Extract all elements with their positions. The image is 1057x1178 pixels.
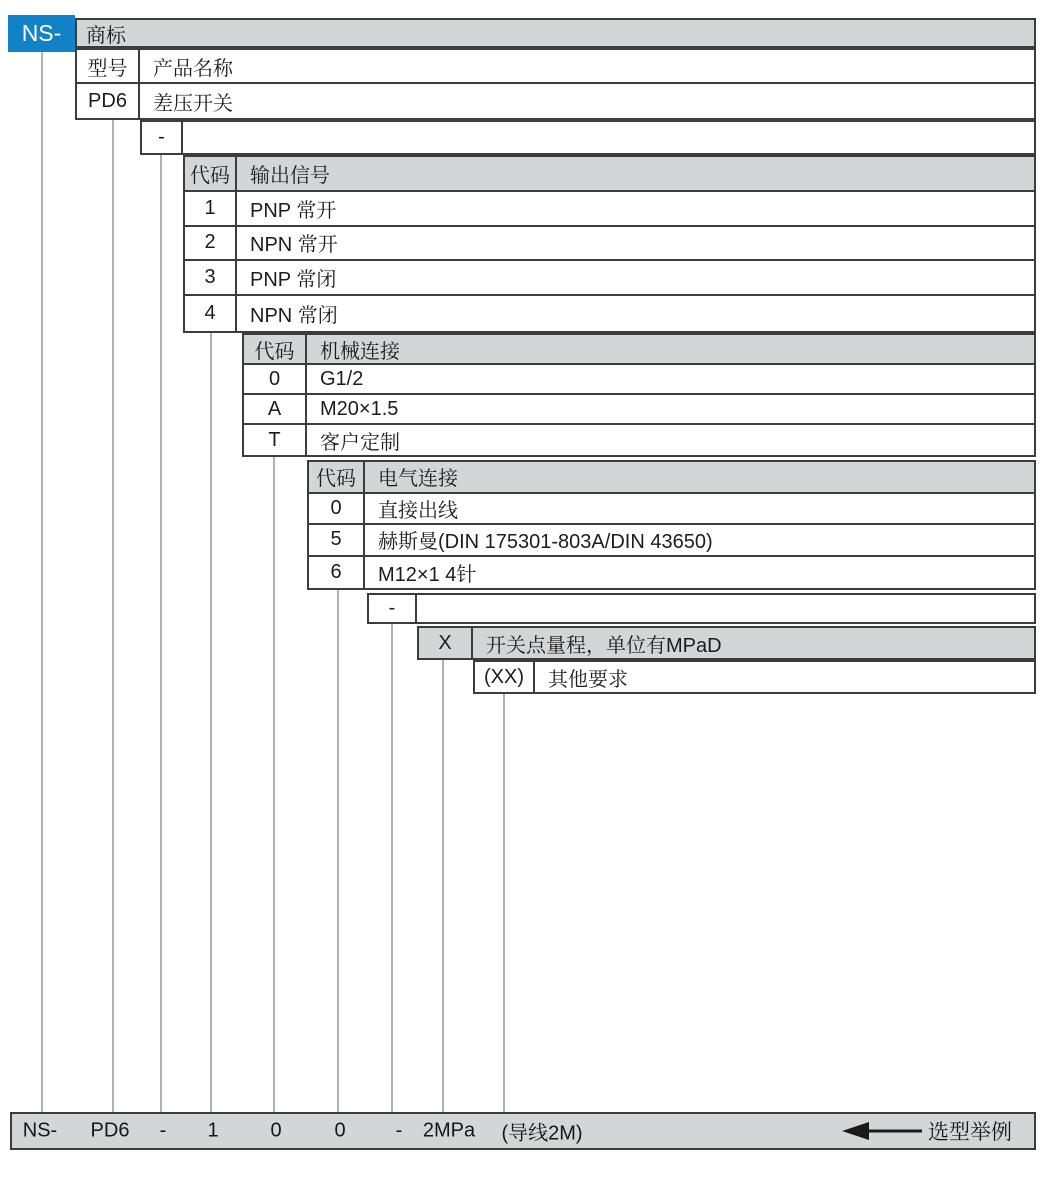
example-segment: 1: [207, 1119, 219, 1142]
desc-cell: NPN 常开: [250, 234, 338, 257]
example-bar: [10, 1112, 1036, 1150]
connector-range: [442, 660, 444, 1112]
table-row: [309, 557, 1034, 589]
code-cell: 6: [309, 557, 365, 589]
desc-cell: PNP 常开: [250, 199, 337, 222]
brand-code-box: NS-: [8, 15, 75, 52]
output-signal-title: 输出信号: [250, 164, 330, 187]
output-signal-table: [183, 155, 1036, 333]
desc-cell: NPN 常闭: [250, 305, 338, 328]
product-name: 差压开关: [153, 92, 233, 115]
electrical-title: 电气连接: [378, 468, 458, 491]
table-row: [309, 525, 1034, 557]
table-row: [244, 365, 1034, 395]
example-label: 选型举例: [928, 1121, 1012, 1144]
desc-cell: 客户定制: [320, 431, 400, 454]
separator-2-spacer: [417, 595, 1034, 622]
desc-cell: M12×1 4针: [378, 563, 477, 586]
example-segment: -: [395, 1119, 403, 1142]
table-row: [244, 425, 1034, 455]
code-cell: 2: [185, 227, 237, 260]
separator-2: -: [369, 595, 417, 622]
code-cell: 1: [185, 192, 237, 225]
code-cell: T: [244, 425, 307, 455]
connector-output-signal: [210, 333, 212, 1112]
table-row: [185, 261, 1034, 296]
example-segment: (导线2M): [501, 1122, 583, 1145]
mechanical-title: 机械连接: [320, 340, 400, 363]
model-table: [75, 48, 1036, 120]
example-segment: 0: [334, 1119, 346, 1142]
example-segment: PD6: [90, 1119, 130, 1142]
other-row: [473, 660, 1036, 694]
separator-row-1: [140, 120, 1036, 155]
table-row: [185, 296, 1034, 331]
code-cell: A: [244, 395, 307, 423]
desc-cell: M20×1.5: [320, 397, 399, 420]
connector-mechanical: [273, 457, 275, 1112]
separator-1: -: [142, 122, 183, 153]
desc-cell: PNP 常闭: [250, 269, 337, 292]
other-code: (XX): [475, 662, 535, 692]
range-row: [417, 626, 1036, 660]
output-signal-code-header: 代码: [185, 157, 237, 190]
connector-model: [112, 120, 114, 1112]
electrical-code-header: 代码: [309, 462, 365, 492]
range-desc: 开关点量程，单位有MPaD: [486, 634, 722, 657]
code-cell: 4: [185, 296, 237, 331]
example-segment: 2MPa: [422, 1119, 476, 1142]
code-cell: 0: [309, 494, 365, 524]
trademark-label: 商标: [86, 24, 126, 46]
connector-electrical: [337, 590, 339, 1112]
model-code: PD6: [77, 84, 140, 118]
mechanical-code-header: 代码: [244, 335, 307, 363]
range-code: X: [419, 628, 473, 658]
code-cell: 5: [309, 525, 365, 555]
connector-other: [503, 694, 505, 1112]
arrow-left-icon: [842, 1122, 869, 1140]
separator-1-spacer: [183, 122, 1034, 153]
product-name-header: 产品名称: [153, 57, 233, 80]
example-segment: -: [159, 1119, 167, 1142]
code-cell: 0: [244, 365, 307, 393]
table-row: [185, 192, 1034, 227]
mechanical-table: [242, 333, 1036, 457]
other-desc: 其他要求: [548, 668, 628, 691]
example-segment: NS-: [22, 1119, 58, 1142]
example-segment: 0: [270, 1119, 282, 1142]
table-row: [244, 395, 1034, 425]
desc-cell: 直接出线: [378, 499, 458, 522]
connector-brand: [41, 52, 43, 1112]
code-cell: 3: [185, 261, 237, 294]
desc-cell: 赫斯曼(DIN 175301-803A/DIN 43650): [378, 531, 713, 554]
model-col-header: 型号: [77, 50, 140, 82]
electrical-table: [307, 460, 1036, 590]
connector-sep1: [160, 155, 162, 1112]
desc-cell: G1/2: [320, 367, 364, 390]
connector-sep2: [391, 624, 393, 1112]
separator-row-2: [367, 593, 1036, 624]
table-row: [185, 227, 1034, 262]
table-row: [309, 494, 1034, 526]
arrow-line: [867, 1130, 922, 1133]
trademark-row: [75, 18, 1036, 48]
